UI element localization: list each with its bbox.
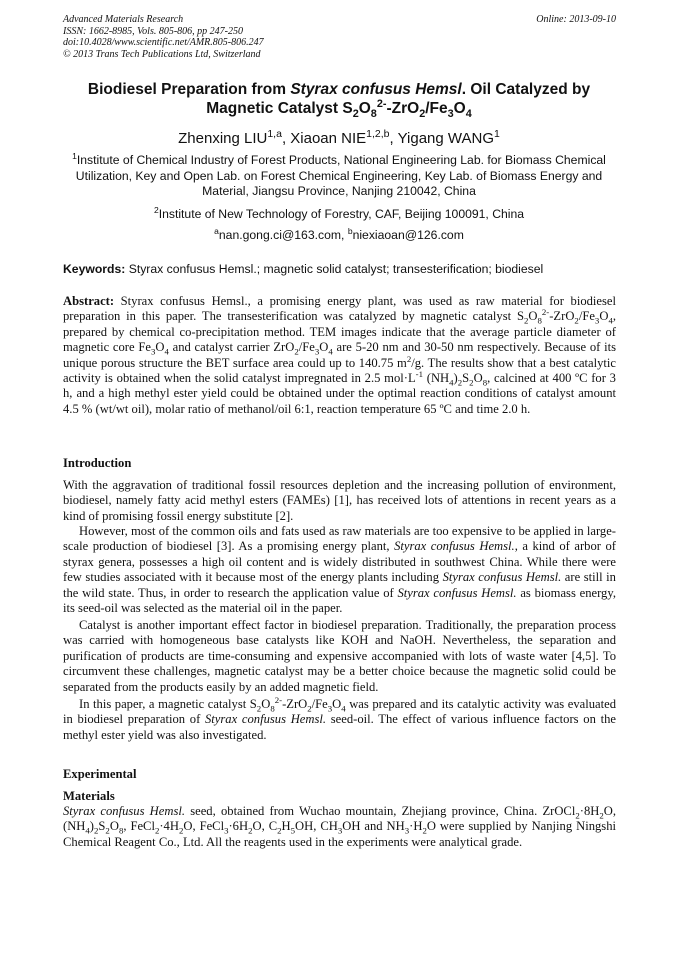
keywords-text: Styrax confusus Hemsl.; magnetic solid catalyst; transesterification; biodiesel xyxy=(125,262,544,276)
intro-paragraph-4: In this paper, a magnetic catalyst $S_2O_8^{2-}-ZrO_2/Fe_3O_4$ was prepared and its catalytic activity was evaluated in biodiesel preparation of Styrax confusus Hemsl. seed-oil. The effect of various influence factors on the methyl ester yield was also investigated. xyxy=(63,694,617,742)
author-name: , Xiaoan NIE xyxy=(281,130,367,147)
author-emails: $^a$nan.gong.ci@163.com, $^b$niexiaoan@126.com xyxy=(214,225,464,242)
affiliation-1: $^1$Institute of Chemical Industry of Forest Products, National Engineering Lab. for Biomass Chemical Utilization, Key and Open Lab. on Forest Chemical Engineering, Key Lab. of Biomass Energy and Material, Jiangsu Province, Nanjing 210042, China xyxy=(72,150,606,198)
email-link[interactable]: niexiaoan@126.com xyxy=(352,228,464,242)
email-link[interactable]: nan.gong.ci@163.com, xyxy=(218,228,348,242)
section-heading-experimental: Experimental xyxy=(63,767,137,781)
materials-paragraph: Styrax confusus Hemsl. seed, obtained from Wuchao mountain, Zhejiang province, China. $ZrOCl_2\cdot 8H_2O$, $(NH_4)_2S_2O_8$, $FeCl_2\cdot 4H_2O$, $FeCl_3\cdot 6H_2O$, $C_2H_5OH$, $CH_3OH$ and $NH_3\cdot H_2O$ were supplied by Nanjing Ningshi Chemical Reagent Co., Ltd. All the reagents used in the experiments were analytical grade. xyxy=(63,804,616,849)
section-heading-introduction: Introduction xyxy=(63,456,132,470)
intro-paragraph-2: However, most of the common oils and fats used as raw materials are too expensive to be applied in large-scale production of biodiesel [3]. As a promising energy plant, Styrax confusus Hemsl., a kind of arbor of styrax genera, possesses a high oil content and is widely distributed in southwest China. While there were few studies associated with it because most of the energy plants including Styrax confusus Hemsl. are still in the wild state. Thus, in order to research the application value of Styrax confusus Hemsl. as biomass energy, its seed-oil was selected as the material oil in the paper. xyxy=(63,524,616,616)
abstract: Abstract: Styrax confusus Hemsl., a promising energy plant, was used as raw material for biodiesel preparation in this paper. The transesterification was catalyzed by magnetic catalyst $S_2O_8^{2-}-ZrO_2/Fe_3O_4$, prepared by chemical co-precipitation method. TEM images indicate that the average particle diameter of magnetic core $Fe_3O_4$ and catalyst carrier $ZrO_2/Fe_3O_4$ are 5-20 nm and 30-50 nm respectively. Because of its unique porous structure the BET surface area could up to 140.75 $m^2/g$. The results show that a best catalytic activity is obtained when the solid catalyst impregnated in 2.5 $mol\cdot L^{-1}$ $(NH_4)_2S_2O_8$, calcined at 400 ºC for 3 h, and a high methyl ester yield could be obtained under the optimal reaction conditions of catalyst amount 4.5 % (wt/wt oil), molar ratio of methanol/oil 6:1, reaction temperature 65 ºC and time 2.0 h. xyxy=(63,294,617,416)
copyright-line: © 2013 Trans Tech Publications Ltd, Switzerland xyxy=(63,48,261,60)
keywords xyxy=(63,262,616,277)
intro-paragraph-3: Catalyst is another important effect factor in biodiesel preparation. Traditionally, the preparation process was carried with homogeneous base catalysts like KOH and NaOH. Nevertheless, the separation and purification of products are time-consuming and expensive accompanied with lots of waste water [4,5]. To circumvent these challenges, magnetic catalyst may be a better choice because the magnetic solid could be separated from the products easily by an added magnetic field. xyxy=(63,618,616,694)
paper-title: Biodiesel Preparation from Styrax confusus Hemsl. Oil Catalyzed by Magnetic Catalyst $S_2O_8^{2-}-ZrO_2/Fe_3O_4$ xyxy=(87,81,591,121)
author-name: Zhenxing LIU xyxy=(178,130,268,147)
affiliation-2: $^2$Institute of New Technology of Forestry, CAF, Beijing 100091, China xyxy=(153,204,525,221)
doi-line: doi:10.4028/www.scientific.net/AMR.805-806.247 xyxy=(63,37,264,48)
author-list: Zhenxing LIU$^{1,a}$, Xiaoan NIE$^{1,2,b}$, Yigang WANG$^1$ xyxy=(178,128,500,147)
abstract-label: Abstract: xyxy=(63,294,115,308)
author-name: , Yigang WANG xyxy=(389,130,495,147)
species-name: Styrax confusus Hemsl xyxy=(290,81,462,98)
online-date: Online: 2013-09-10 xyxy=(536,14,616,25)
journal-header xyxy=(63,14,616,60)
issn-line: ISSN: 1662-8985, Vols. 805-806, pp 247-250 xyxy=(63,25,243,37)
intro-paragraph-1: With the aggravation of traditional fossil resources depletion and the increasing pollution of environment, biodiesel, namely fatty acid methyl esters (FAMEs) [1], has received lots of attentions in recent years as a kind of promising fossil energy substitute [2]. xyxy=(63,478,616,523)
subsection-heading-materials: Materials xyxy=(63,789,115,803)
keywords-label: Keywords: xyxy=(63,262,126,276)
journal-name: Advanced Materials Research xyxy=(63,14,184,25)
